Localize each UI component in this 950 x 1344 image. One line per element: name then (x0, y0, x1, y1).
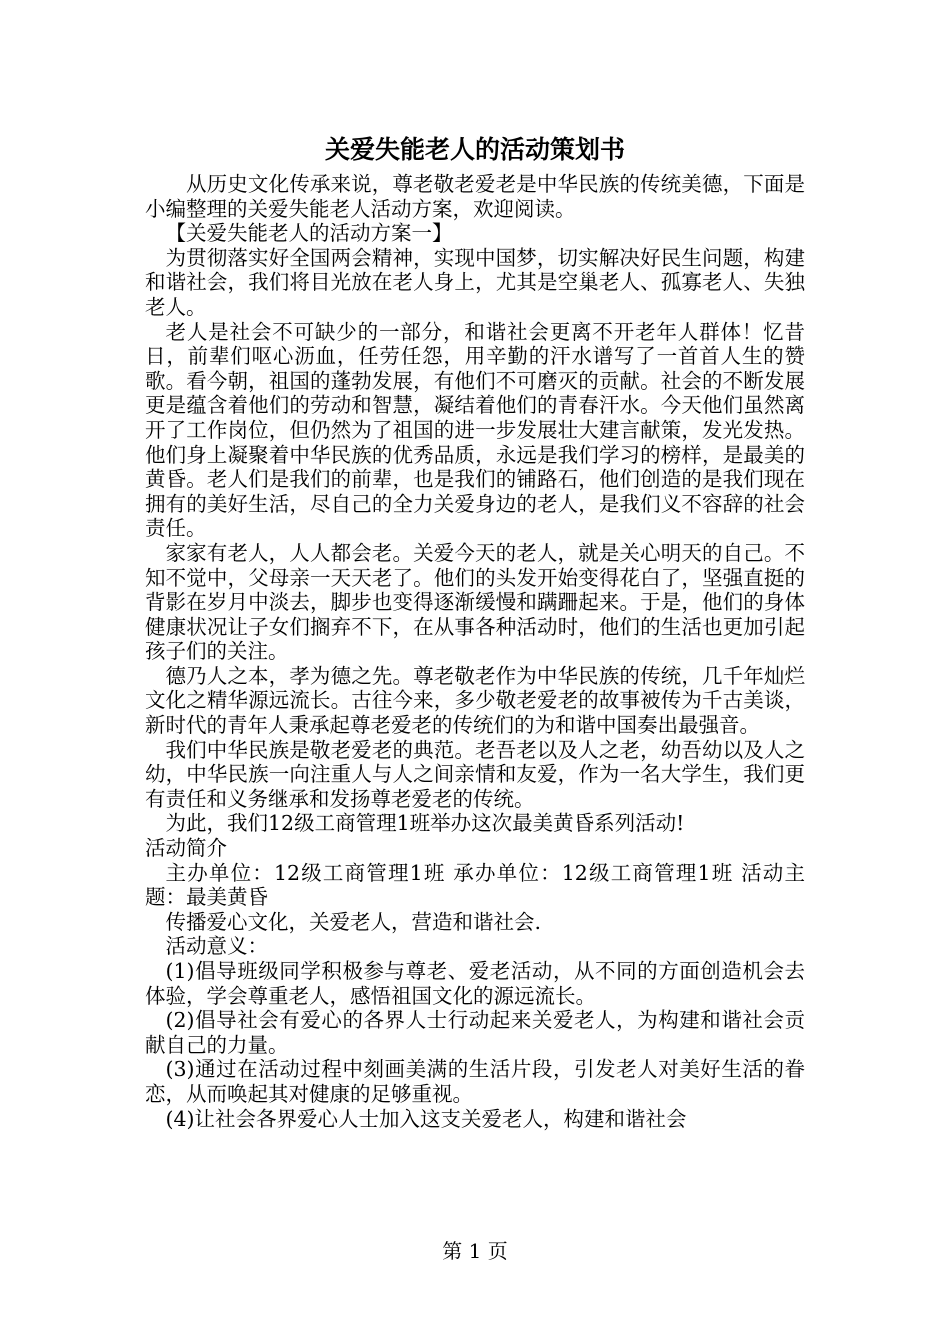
section-heading: 【关爱失能老人的活动方案一】 (165, 221, 453, 246)
document-title: 关爱失能老人的活动策划书 (324, 135, 625, 164)
document-body (145, 172, 805, 1131)
paragraph: 德乃人之本，孝为德之先。尊老敬老作为中华民族的传统，几千年灿烂文化之精华源远流长。古往今来，多少敬老爱老的故事被传为千古美谈，新时代的青年人秉承起尊老爱老的传统们的为和谐中国奏出最强音。 (145, 663, 805, 738)
paragraph: 从历史文化传承来说，尊老敬老爱老是中华民族的传统美德，下面是小编整理的关爱失能老人活动方案，欢迎阅读。 (145, 172, 805, 221)
paragraph: 主办单位：12级工商管理1班 承办单位：12级工商管理1班 活动主题：最美黄昏 (145, 860, 805, 910)
paragraph: 传播爱心文化，关爱老人，营造和谐社会. (165, 909, 542, 934)
paragraph: 为此，我们12级工商管理1班举办这次最美黄昏系列活动! (165, 811, 685, 836)
list-item: (2)倡导社会有爱心的各界人士行动起来关爱老人，为构建和谐社会贡献自己的力量。 (145, 1008, 805, 1057)
list-item: (3)通过在活动过程中刻画美满的生活片段，引发老人对美好生活的眷恋，从而唤起其对健康的足够重视。 (145, 1057, 805, 1106)
paragraph: 活动意义： (165, 934, 268, 959)
paragraph: 老人是社会不可缺少的一部分，和谐社会更离不开老年人群体！忆昔日，前辈们呕心沥血，任劳任怨，用辛勤的汗水谱写了一首首人生的赞歌。看今朝，祖国的蓬勃发展，有他们不可磨灭的贡献。社会的不断发展更是蕴含着他们的劳动和智慧，凝结着他们的青春汗水。今天他们虽然离开了工作岗位，但仍然为了祖国的进一步发展壮大建言献策，发光发热。他们身上凝聚着中华民族的优秀品质，永远是我们学习的榜样，是最美的黄昏。老人们是我们的前辈，也是我们的铺路石，他们创造的是我们现在拥有的美好生活，尽自己的全力关爱身边的老人，是我们义不容辞的社会责任。 (145, 319, 805, 541)
paragraph: 我们中华民族是敬老爱老的典范。老吾老以及人之老，幼吾幼以及人之幼，中华民族一向注重人与人之间亲情和友爱，作为一名大学生，我们更有责任和义务继承和发扬尊老爱老的传统。 (145, 737, 805, 811)
paragraph: 家家有老人，人人都会老。关爱今天的老人，就是关心明天的自己。不知不觉中，父母亲一天天老了。他们的头发开始变得花白了，坚强直挺的背影在岁月中淡去，脚步也变得逐渐缓慢和蹒跚起来。于是，他们的身体健康状况让子女们搁弃不下，在从事各种活动时，他们的生活也更加引起孩子们的关注。 (145, 540, 805, 664)
page-number: 第 1 页 (442, 1239, 508, 1263)
subheading: 活动简介 (145, 836, 227, 861)
list-item: (1)倡导班级同学积极参与尊老、爱老活动，从不同的方面创造机会去体验，学会尊重老人，感悟祖国文化的源远流长。 (145, 959, 805, 1008)
list-item: (4)让社会各界爱心人士加入这支关爱老人，构建和谐社会 (165, 1106, 687, 1131)
paragraph: 为贯彻落实好全国两会精神，实现中国梦，切实解决好民生问题，构建和谐社会，我们将目光放在老人身上，尤其是空巢老人、孤寡老人、失独老人。 (145, 245, 805, 319)
